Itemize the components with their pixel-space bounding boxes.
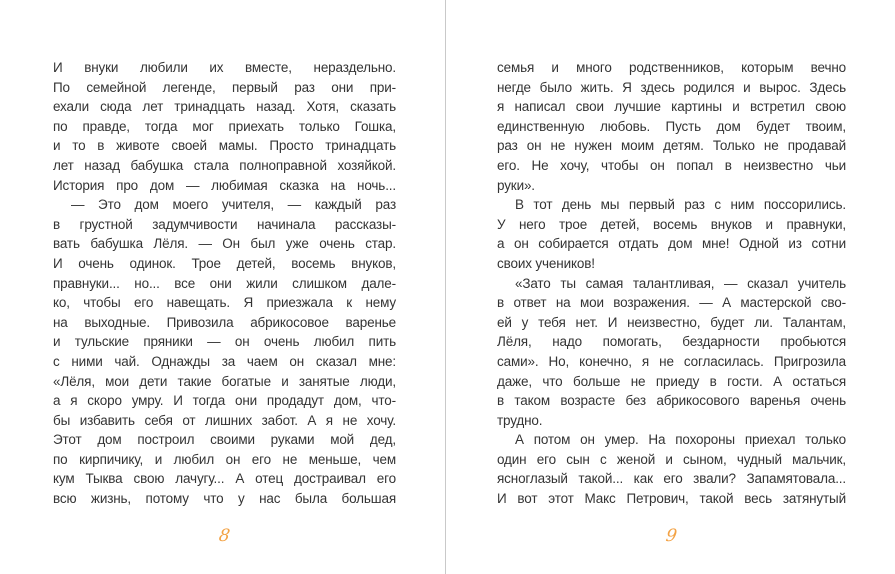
text-line: в грустной задумчивости начинала рассказы- xyxy=(53,216,396,232)
paragraph xyxy=(53,195,396,509)
text-line: ко, чтобы его навещать. Я приезжала к нему xyxy=(53,295,396,311)
text-line: В тот день мы первый раз с ним поссорились. xyxy=(515,197,846,213)
text-line: один его сын с женой и сыном, чудный мальчик, xyxy=(497,451,846,467)
text-line: а я скоро умру. И тогда они продадут дом, что- xyxy=(53,393,396,409)
text-line: Лёля, надо помогать, бездарности пробьются xyxy=(497,334,846,350)
text-line: — Это дом моего учителя, — каждый раз xyxy=(71,197,396,213)
page-right-text xyxy=(497,58,846,509)
text-line: И очень одинок. Трое детей, восемь внуков, xyxy=(53,255,396,271)
text-line: семья и много родственников, которым вечно xyxy=(497,60,846,75)
paragraph xyxy=(53,58,396,195)
text-line: правнуки... но... все они жили слишком дале- xyxy=(53,275,396,291)
text-line: я написал свои лучшие картины и встретил свою xyxy=(497,99,846,115)
text-line: трудно. xyxy=(497,412,543,428)
page-right-number xyxy=(497,526,846,546)
text-line: А потом он умер. На похороны приехал только xyxy=(515,432,846,448)
text-line: единственную любовь. Пусть дом будет твоим, xyxy=(497,118,846,134)
text-line: По семейной легенде, первый раз они при- xyxy=(53,79,396,95)
page-left-number xyxy=(53,526,396,546)
text-line: руки». xyxy=(497,177,535,193)
text-line: ясноглазый такой... как его звали? Запамятовала... xyxy=(497,471,846,487)
text-line: даже, что больше не приеду в гости. А остаться xyxy=(497,373,846,389)
text-line: «Лёля, мои дети такие богатые и занятые люди, xyxy=(53,373,396,389)
text-line: с ними чай. Однажды за чаем он сказал мне: xyxy=(53,353,396,369)
page-number-label: 8 xyxy=(217,526,232,546)
text-line: И вот этот Макс Петрович, такой весь затянутый xyxy=(497,491,846,507)
text-line: и тульские пряники — он очень любил пить xyxy=(53,334,396,350)
text-line: ехали сюда лет тринадцать назад. Хотя, сказать xyxy=(53,99,396,115)
page-left-text xyxy=(53,58,396,509)
text-line: раз он не нужен моим детям. Только не продавай xyxy=(497,138,846,154)
text-line: по правде, тогда мог приехать только Гошка, xyxy=(53,118,396,134)
paragraph xyxy=(497,430,846,508)
text-line: на выходные. Привозила абрикосовое варенье xyxy=(53,314,396,330)
text-line: Этот дом построил своими руками мой дед, xyxy=(53,432,396,448)
text-line: лет назад бабушка стала полноправной хозяйкой. xyxy=(53,157,396,173)
text-line: своих учеников! xyxy=(497,255,595,271)
page-left[interactable] xyxy=(0,0,445,574)
text-line: а он собирается отдать дом мне! Одной из сотни xyxy=(497,236,846,252)
text-line: бы избавить себя от лишних забот. А я не хочу. xyxy=(53,412,396,428)
paragraph xyxy=(497,274,846,431)
text-line: негде было жить. Я здесь родился и вырос. Здесь xyxy=(497,79,846,95)
text-line: его. Не хочу, чтобы он попал в неизвестно чьи xyxy=(497,157,846,173)
text-line: вать бабушка Лёля. — Он был уже очень стар. xyxy=(53,236,396,252)
page-right[interactable] xyxy=(446,0,895,574)
text-line: сами». Но, конечно, я не согласилась. Пригрозила xyxy=(497,353,846,369)
text-line: в ответ на мои возражения. — А мастерской сво- xyxy=(497,295,846,311)
text-line: И внуки любили их вместе, нераздельно. xyxy=(53,60,396,75)
text-line: У него трое детей, восемь внуков и правнуки, xyxy=(497,216,846,232)
text-line: и то в животе своей мамы. Просто тринадцать xyxy=(53,138,396,154)
text-line: «Зато ты самая талантливая, — сказал учитель xyxy=(515,275,846,291)
text-line: кум Тыква свою лачугу... А отец достраивал его xyxy=(53,471,396,487)
text-line: История про дом — любимая сказка на ночь... xyxy=(53,177,396,193)
paragraph xyxy=(497,58,846,195)
text-line: ей у тебя нет. И неизвестно, будет ли. Талантам, xyxy=(497,314,846,330)
text-line: в таком возрасте без абрикосового варенья очень xyxy=(497,393,846,409)
text-line: всю жизнь, потому что у нас была большая xyxy=(53,491,396,507)
text-line: по кирпичику, и любил он его не меньше, чем xyxy=(53,451,396,467)
paragraph xyxy=(497,195,846,273)
page-number-label: 9 xyxy=(664,526,679,546)
